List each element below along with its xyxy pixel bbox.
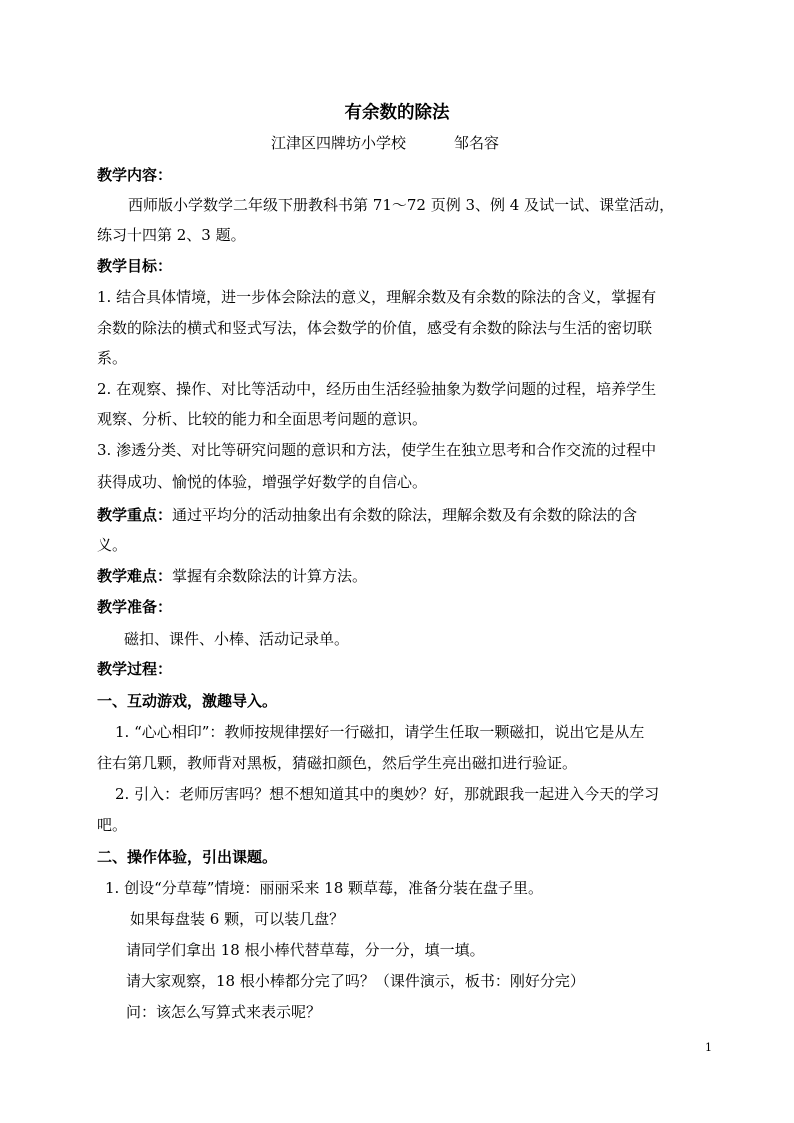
part1-item: 2. 引入：老师厉害吗？想不想知道其中的奥妙？好，那就跟我一起进入今天的学习 bbox=[115, 785, 660, 803]
part2-line: 如果每盘装 6 颗，可以装几盘？ bbox=[130, 910, 345, 928]
goal-text: 观察、分析、比较的能力和全面思考问题的意识。 bbox=[97, 410, 428, 428]
part2-item: 1. 创设“分草莓”情境：丽丽采来 18 颗草莓，准备分装在盘子里。 bbox=[105, 879, 544, 897]
key-point-label: 教学重点： bbox=[97, 506, 173, 524]
goal-text: 3. 渗透分类、对比等研究问题的意识和方法，使学生在独立思考和合作交流的过程中 bbox=[97, 441, 657, 459]
goal-text: 1. 结合具体情境，进一步体会除法的意义，理解余数及有余数的除法的含义，掌握有 bbox=[97, 288, 657, 306]
key-point-text: 义。 bbox=[97, 536, 128, 554]
part2-heading: 二、操作体验，引出课题。 bbox=[97, 848, 278, 866]
goals-heading: 教学目标： bbox=[97, 257, 173, 275]
prep-text: 磁扣、课件、小棒、活动记录单。 bbox=[124, 630, 350, 648]
key-point-line bbox=[97, 505, 637, 525]
difficulty-text: 掌握有余数除法的计算方法。 bbox=[172, 567, 368, 585]
goal-text: 2. 在观察、操作、对比等活动中，经历由生活经验抽象为数学问题的过程，培养学生 bbox=[97, 380, 657, 398]
goal-text: 获得成功、愉悦的体验，增强学好数学的自信心。 bbox=[97, 473, 428, 491]
page-title: 有余数的除法 bbox=[344, 103, 450, 123]
author-line bbox=[271, 133, 499, 153]
content-text: 西师版小学数学二年级下册教科书第 71～72 页例 3、例 4 及试一试、课堂活动， bbox=[128, 196, 675, 214]
part1-item: 往右第几颗，教师背对黑板，猜磁扣颜色，然后学生亮出磁扣进行验证。 bbox=[97, 754, 578, 772]
content-heading: 教学内容： bbox=[97, 166, 173, 184]
page-number: 1 bbox=[705, 1041, 712, 1054]
goal-text: 系。 bbox=[97, 349, 128, 367]
key-point-text: 通过平均分的活动抽象出有余数的除法，理解余数及有余数的除法的含 bbox=[172, 506, 638, 524]
part1-item: 吧。 bbox=[97, 816, 128, 834]
content-text: 练习十四第 2、3 题。 bbox=[97, 226, 246, 244]
part2-line: 请大家观察，18 根小棒都分完了吗？（课件演示，板书：刚好分完） bbox=[126, 972, 585, 990]
process-heading: 教学过程： bbox=[97, 660, 173, 678]
prep-heading: 教学准备： bbox=[97, 598, 173, 616]
part1-heading: 一、互动游戏，激趣导入。 bbox=[97, 692, 278, 710]
goal-text: 余数的除法的横式和竖式写法，体会数学的价值，感受有余数的除法与生活的密切联 bbox=[97, 319, 653, 337]
author-name: 邹名容 bbox=[454, 134, 500, 152]
part2-line: 请同学们拿出 18 根小棒代替草莓，分一分，填一填。 bbox=[126, 941, 485, 959]
difficulty-line bbox=[97, 566, 367, 586]
part2-line: 问：该怎么写算式来表示呢？ bbox=[126, 1003, 322, 1021]
difficulty-label: 教学难点： bbox=[97, 567, 173, 585]
part1-item: 1. “心心相印”：教师按规律摆好一行磁扣，请学生任取一颗磁扣，说出它是从左 bbox=[115, 723, 645, 741]
author-school: 江津区四牌坊小学校 bbox=[271, 134, 407, 152]
